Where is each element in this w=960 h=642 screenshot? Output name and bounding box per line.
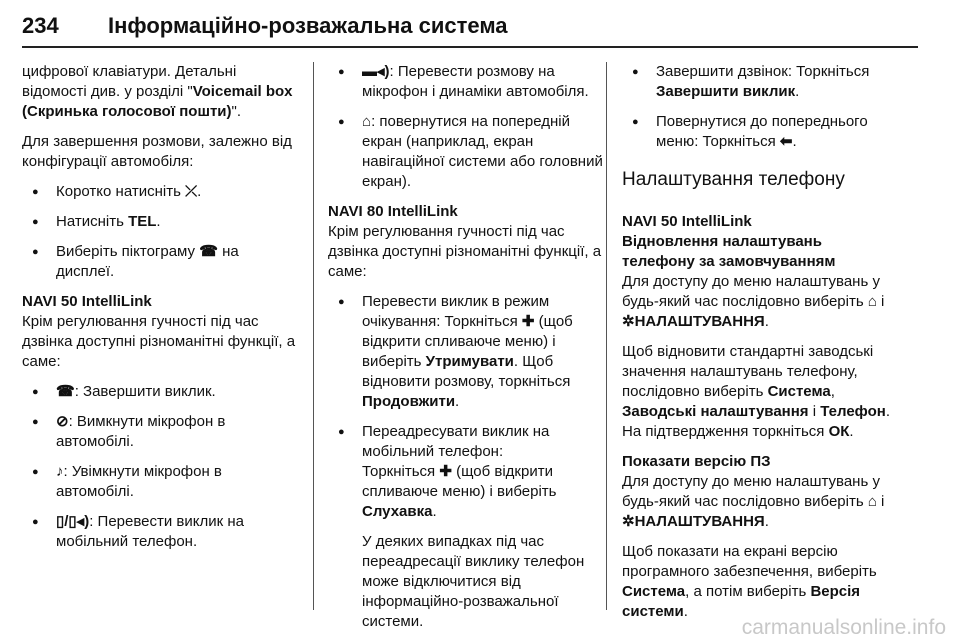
list-item: ● Переадресувати виклик на мобільний телефон: Торкніться ✚ (щоб відкрити спливаюче меню) і виберіть Слухавка. У деяких випадках під час переадресації виклику телефон може відключитися від інформаційно-розважальної системи.	[328, 422, 603, 632]
list-item: ● ▬◂): Перевести розмову на мікрофон і динаміки автомобіля.	[328, 62, 603, 102]
navi80-functions	[328, 292, 603, 632]
list-item: ● ♪: Увімкнути мікрофон в автомобілі.	[22, 462, 297, 502]
list-item: ● ▯/▯◂): Перевести виклик на мобільний телефон.	[22, 512, 297, 552]
home-icon: ⌂	[362, 113, 372, 130]
navi80-title: NAVI 80 IntelliLink	[328, 203, 458, 220]
column-1	[22, 62, 297, 562]
end-call-intro: Для завершення розмови, залежно від конфігурації автомобіля:	[22, 133, 292, 170]
list-item: ● ⊘: Вимкнути мікрофон в автомобілі.	[22, 412, 297, 452]
page-header	[22, 8, 918, 46]
column-3	[622, 62, 897, 632]
list-item: ● Натисніть TEL.	[22, 212, 297, 232]
navi50-intro: Крім регулювання гучності під час дзвінка доступні різноманітні функції, а саме:	[22, 313, 296, 370]
watermark: carmanualsonline.info	[741, 616, 946, 639]
header-rule	[22, 46, 918, 48]
list-item: ● ⌂: повернутися на попередній екран (наприклад, екран навігаційної системи або головний екран).	[328, 112, 603, 192]
column-divider	[606, 62, 607, 610]
navi50-functions	[22, 382, 297, 552]
plus-icon: ✚	[521, 313, 535, 330]
restore-title: Відновлення налаштувань телефону за замовчуванням	[622, 233, 836, 270]
list-item: ● Коротко натисніть ⤫.	[22, 182, 297, 202]
navi50-title: NAVI 50 IntelliLink	[622, 213, 752, 230]
version-title: Показати версію ПЗ	[622, 453, 771, 470]
mic-off-icon: ⊘	[56, 413, 69, 430]
car-speaker-icon: ▬◂)	[362, 63, 390, 80]
handset-down-icon: ☎	[199, 243, 218, 260]
page-number: 234	[22, 13, 59, 38]
list-item: ● Завершити дзвінок: Торкніться Завершити виклик.	[622, 62, 897, 102]
list-item: ● ☎: Завершити виклик.	[22, 382, 297, 402]
column-divider	[313, 62, 314, 610]
version-p1: Для доступу до меню налаштувань у будь-який час послідовно виберіть ⌂ і ✲НАЛАШТУВАННЯ.	[622, 473, 885, 530]
mic-on-icon: ♪	[56, 463, 64, 480]
list-item: ● Повернутися до попереднього меню: Торкніться ⬅.	[622, 112, 897, 152]
navi80-intro: Крім регулювання гучності під час дзвінка доступні різноманітні функції, а саме:	[328, 223, 602, 280]
end-call-list	[22, 182, 297, 282]
home-icon: ⌂	[867, 293, 877, 310]
list-item: ● Виберіть піктограму ☎ на дисплеї.	[22, 242, 297, 282]
back-arrow-icon: ⬅	[779, 133, 793, 150]
gear-icon: ✲	[622, 513, 635, 530]
column-2	[328, 62, 603, 642]
redirect-note: У деяких випадках під час переадресації виклику телефон може відключитися від інформаційно-розважальної системи.	[362, 533, 585, 630]
intro-paragraph: цифрової клавіатури. Детальні відомості див. у розділі "Voicemail box (Скринька голосової пошти)".	[22, 63, 293, 120]
navi50-functions-cont	[328, 62, 603, 192]
gear-icon: ✲	[622, 313, 635, 330]
running-title: Інформаційно-розважальна система	[108, 13, 508, 38]
handset-down-icon: ☎	[56, 383, 75, 400]
phone-speaker-icon: ▯/▯◂)	[56, 513, 90, 530]
hangup-steering-icon: ⤫	[185, 183, 198, 200]
plus-icon: ✚	[439, 463, 452, 480]
home-icon: ⌂	[867, 493, 877, 510]
restore-p2: Щоб відновити стандартні заводські значення налаштувань телефону, послідовно виберіть Система, Заводські налаштування і Телефон. На підтвердження торкніться ОК.	[622, 343, 890, 440]
voicemail-link: Voicemail box (Скринька голосової пошти)	[22, 83, 293, 120]
version-p2: Щоб показати на екрані версію програмного забезпечення, виберіть Система, а потім виберіть Версія системи.	[622, 543, 877, 620]
section-title: Налаштування телефону	[622, 169, 845, 190]
list-item: ● Перевести виклик в режим очікування: Торкніться ✚ (щоб відкрити спливаюче меню) і виберіть Утримувати. Щоб відновити розмову, торкніться Продовжити.	[328, 292, 603, 412]
navi50-title: NAVI 50 IntelliLink	[22, 293, 152, 310]
restore-p1: Для доступу до меню налаштувань у будь-який час послідовно виберіть ⌂ і ✲НАЛАШТУВАННЯ.	[622, 273, 885, 330]
navi80-functions-cont	[622, 62, 897, 152]
